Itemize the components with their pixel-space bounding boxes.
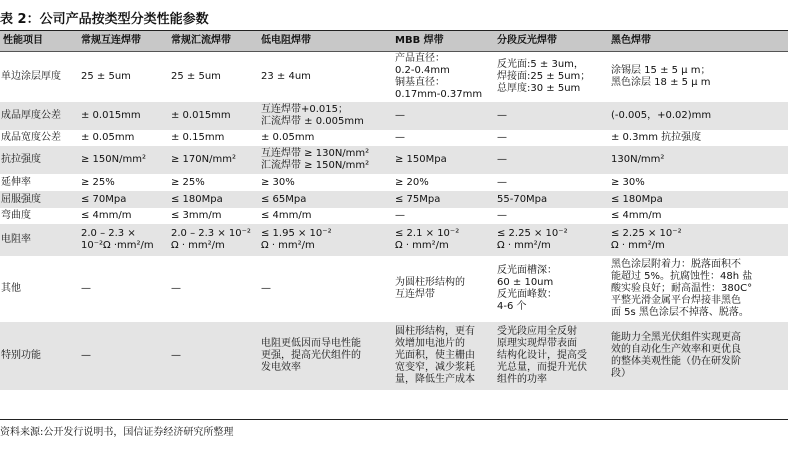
- table-cell: 互连焊带+0.015； 汇流焊带 ± 0.005mm: [258, 102, 392, 130]
- table-cell: —: [395, 210, 405, 221]
- table-cell: ± 0.015mm: [78, 102, 168, 130]
- table-cell: 55-70Mpa: [494, 191, 608, 208]
- header-cell: 黑色焊带: [608, 31, 788, 52]
- table-row: [0, 174, 788, 191]
- table-cell: —: [497, 132, 507, 143]
- table-row: [0, 322, 788, 390]
- row-label: 弯曲度: [1, 210, 31, 221]
- table-cell: ≥ 20%: [395, 176, 429, 188]
- table-cell: ± 0.3mm 抗拉强度: [611, 132, 702, 143]
- table-cell: 23 ± 4um: [261, 71, 311, 82]
- table-cell: ≥ 25%: [171, 176, 205, 188]
- table-row: [0, 52, 788, 103]
- table-cell: 电阻更低因而导电性能 更强，提高光伏组件的 发电效率: [258, 322, 392, 390]
- table-cell: ≤ 180Mpa: [168, 191, 258, 208]
- table-cell: ≥ 25%: [81, 176, 115, 188]
- row-label: 单边涂层厚度: [1, 71, 61, 82]
- table-row: [0, 130, 788, 146]
- table-cell: 反光面槽深： 60 ± 10um 反光面峰数： 4-6 个: [497, 265, 557, 312]
- table-row: [0, 256, 788, 322]
- table-cell: 产品直径： 0.2-0.4mm 铜基直径： 0.17mm-0.37mm: [395, 53, 483, 100]
- header-row: [0, 31, 788, 52]
- table-cell: ≥ 150Mpa: [392, 146, 494, 174]
- performance-table: [0, 31, 788, 390]
- table-cell: ≤ 4mm/m: [261, 210, 312, 221]
- table-row: [0, 208, 788, 224]
- table-cell: ≤ 3mm/m: [171, 210, 222, 221]
- table-cell: ≥ 30%: [611, 176, 645, 188]
- table-cell: ≤ 75Mpa: [392, 191, 494, 208]
- table-cell: ± 0.05mm: [81, 132, 135, 143]
- header-cell: 常规互连焊带: [78, 31, 168, 52]
- table-cell: —: [81, 283, 91, 294]
- table-cell: ≥ 30%: [261, 176, 295, 188]
- table-cell: 2.0 – 2.3 × 10⁻²Ω ·mm²/m: [78, 224, 168, 256]
- table-cell: ≤ 1.95 × 10⁻² Ω · mm²/m: [258, 224, 392, 256]
- header-cell: 低电阻焊带: [258, 31, 392, 52]
- header-cell: 分段反光焊带: [494, 31, 608, 52]
- table-cell: 圆柱形结构，更有 效增加电池片的 光面积，使主栅由 宽变窄，减少浆耗 量，降低生产成本: [392, 322, 494, 390]
- header-cell: MBB 焊带: [392, 31, 494, 52]
- row-label: 延伸率: [1, 176, 31, 188]
- table-cell: ± 0.015mm: [168, 102, 258, 130]
- table-cell: —: [392, 102, 494, 130]
- table-cell: ≤ 4mm/m: [81, 210, 132, 221]
- table-cell: ± 0.05mm: [261, 132, 315, 143]
- table-row: [0, 102, 788, 130]
- table-cell: 2.0 – 2.3 × 10⁻² Ω · mm²/m: [168, 224, 258, 256]
- table-cell: ≤ 2.1 × 10⁻² Ω · mm²/m: [392, 224, 494, 256]
- row-label: 屈服强度: [0, 191, 78, 208]
- table-cell: ≤ 2.25 × 10⁻² Ω · mm²/m: [608, 224, 788, 256]
- table-row: [0, 191, 788, 208]
- table-cell: ≤ 70Mpa: [78, 191, 168, 208]
- table-cell: ± 0.15mm: [171, 132, 225, 143]
- table-cell: ≤ 65Mpa: [258, 191, 392, 208]
- source-note: 资料来源:公开发行说明书，国信证券经济研究所整理: [0, 427, 234, 438]
- row-label: 电阻率: [0, 224, 78, 256]
- header-cell: 常规汇流焊带: [168, 31, 258, 52]
- table-cell: —: [497, 210, 507, 221]
- table-cell: 25 ± 5um: [171, 71, 221, 82]
- table-cell: 受光段应用全反射 原理实现焊带表面 结构化设计，提高受 光总量，而提升光伏 组件的功率: [494, 322, 608, 390]
- table-cell: 能助力全黑光伏组件实现更高 效的自动化生产效率和更优良 的整体美观性能（仍在研发阶 段）: [608, 322, 788, 390]
- row-label: 其他: [1, 283, 21, 294]
- table-cell: —: [261, 283, 271, 294]
- row-label: 成品宽度公差: [1, 132, 61, 143]
- table-title: 表 2：公司产品按类型分类性能参数: [0, 12, 209, 27]
- table-cell: —: [497, 176, 507, 188]
- table-row: [0, 146, 788, 174]
- table-cell: 130N/mm²: [608, 146, 788, 174]
- table-cell: ≥ 170N/mm²: [168, 146, 258, 174]
- table-cell: 涂锡层 15 ± 5 μ m； 黑色涂层 18 ± 5 μ m: [611, 65, 711, 88]
- table-cell: ≤ 4mm/m: [611, 210, 662, 221]
- table-cell: 为圆柱形结构的 互连焊带: [395, 277, 465, 300]
- bottom-rule: [0, 419, 788, 420]
- table-cell: 25 ± 5um: [81, 71, 131, 82]
- table-cell: —: [494, 102, 608, 130]
- table-cell: 反光面:5 ± 3um， 焊接面:25 ± 5um； 总厚度:30 ± 5um: [497, 59, 591, 94]
- header-cell: 性能项目: [0, 31, 78, 52]
- table-cell: ≤ 180Mpa: [608, 191, 788, 208]
- table-cell: —: [171, 283, 181, 294]
- row-label: 成品厚度公差: [0, 102, 78, 130]
- table-row: [0, 224, 788, 256]
- table-cell: ≥ 150N/mm²: [78, 146, 168, 174]
- table-cell: ≤ 2.25 × 10⁻² Ω · mm²/m: [494, 224, 608, 256]
- table-cell: 黑色涂层附着力：脱落面积不 能超过 5%。抗腐蚀性：48h 盐 酸实验良好；耐高温性：380C° 平整光滑金属平台焊接非黑色 面 5s 黑色涂层不掉落、脱落。: [611, 259, 753, 318]
- row-label: 抗拉强度: [0, 146, 78, 174]
- table-cell: (-0.005，+0.02)mm: [608, 102, 788, 130]
- table-cell: —: [395, 132, 405, 143]
- table-cell: —: [494, 146, 608, 174]
- table-cell: —: [168, 322, 258, 390]
- table-cell: 互连焊带 ≥ 130N/mm² 汇流焊带 ≥ 150N/mm²: [258, 146, 392, 174]
- row-label: 特别功能: [0, 322, 78, 390]
- table-cell: —: [78, 322, 168, 390]
